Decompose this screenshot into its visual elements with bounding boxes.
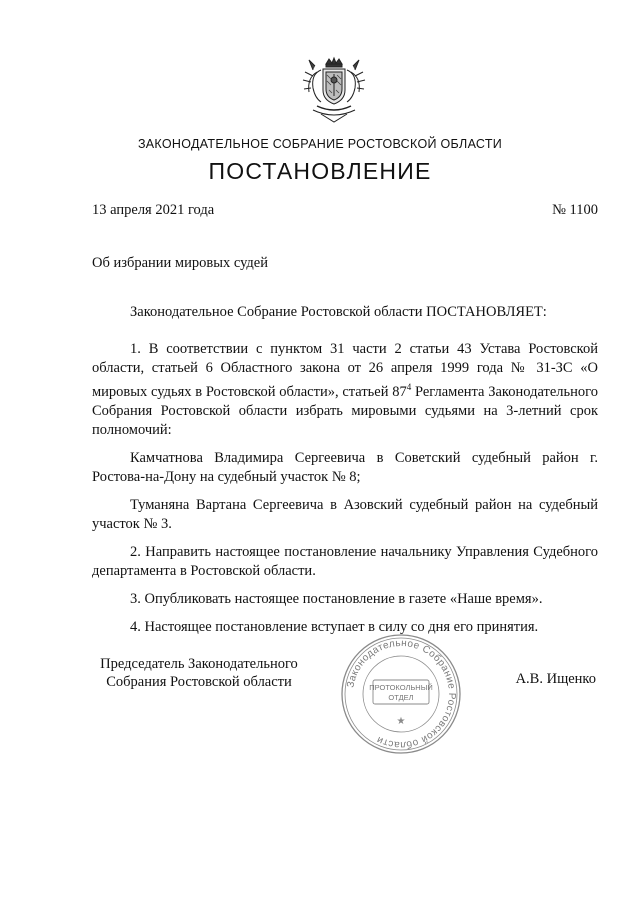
svg-text:ПРОТОКОЛЬНЫЙ: ПРОТОКОЛЬНЫЙ bbox=[369, 683, 433, 692]
item-1-paragraph bbox=[92, 340, 598, 440]
item-3-paragraph: 3. Опубликовать настоящее постановление в газете «Наше время». bbox=[130, 590, 543, 607]
signatory-role-line-2: Собрания Ростовской области bbox=[106, 674, 292, 690]
svg-text:Законодательное Собрание Росто: Законодательное Собрание Ростовской области bbox=[345, 637, 458, 751]
organization-title: ЗАКОНОДАТЕЛЬНОЕ СОБРАНИЕ РОСТОВСКОЙ ОБЛАСТИ bbox=[137, 137, 503, 151]
item-1-text-b: Регламента Законодательного Собрания Ростовской области избрать мировыми судьями на 3-летний срок полномочий: bbox=[92, 383, 598, 438]
document-type-title: ПОСТАНОВЛЕНИЕ bbox=[208, 158, 432, 184]
judge-1-paragraph: Камчатнова Владимира Сергеевича в Советский судебный район г. Ростова-на-Дону на судебный участок № 8; bbox=[92, 449, 598, 485]
signatory-name: А.В. Ищенко bbox=[515, 671, 596, 687]
document-body bbox=[92, 303, 598, 646]
document-number: № 1100 bbox=[552, 202, 598, 218]
document-date: 13 апреля 2021 года bbox=[92, 202, 215, 218]
official-seal-stamp bbox=[339, 632, 463, 756]
preamble-paragraph: Законодательное Собрание Ростовской области ПОСТАНОВЛЯЕТ: bbox=[130, 304, 547, 320]
signatory-role-line-1: Председатель Законодательного bbox=[100, 656, 298, 672]
item-1-superscript: 4 bbox=[406, 382, 412, 392]
svg-text:ОТДЕЛ: ОТДЕЛ bbox=[388, 693, 414, 702]
signatory-role bbox=[92, 655, 306, 691]
document-subject: Об избрании мировых судей bbox=[92, 255, 268, 271]
judge-2-paragraph: Туманяна Вартана Сергеевича в Азовский судебный район на судебный участок № 3. bbox=[92, 496, 598, 532]
svg-text:★: ★ bbox=[396, 716, 406, 727]
item-4-paragraph: 4. Настоящее постановление вступает в силу со дня его принятия. bbox=[130, 618, 539, 635]
coat-of-arms-emblem bbox=[293, 56, 375, 126]
item-2-paragraph: 2. Направить настоящее постановление начальнику Управления Судебного департамента в Ростовской области. bbox=[92, 543, 598, 579]
item-1-text-a: 1. В соответствии с пунктом 31 части 2 статьи 43 Устава Ростовской области, статьей 6 Областного закона от 26 апреля 1999 года № 31-ЗС «О мировых судьях в Ростовской области», статьей 87 bbox=[92, 341, 598, 400]
